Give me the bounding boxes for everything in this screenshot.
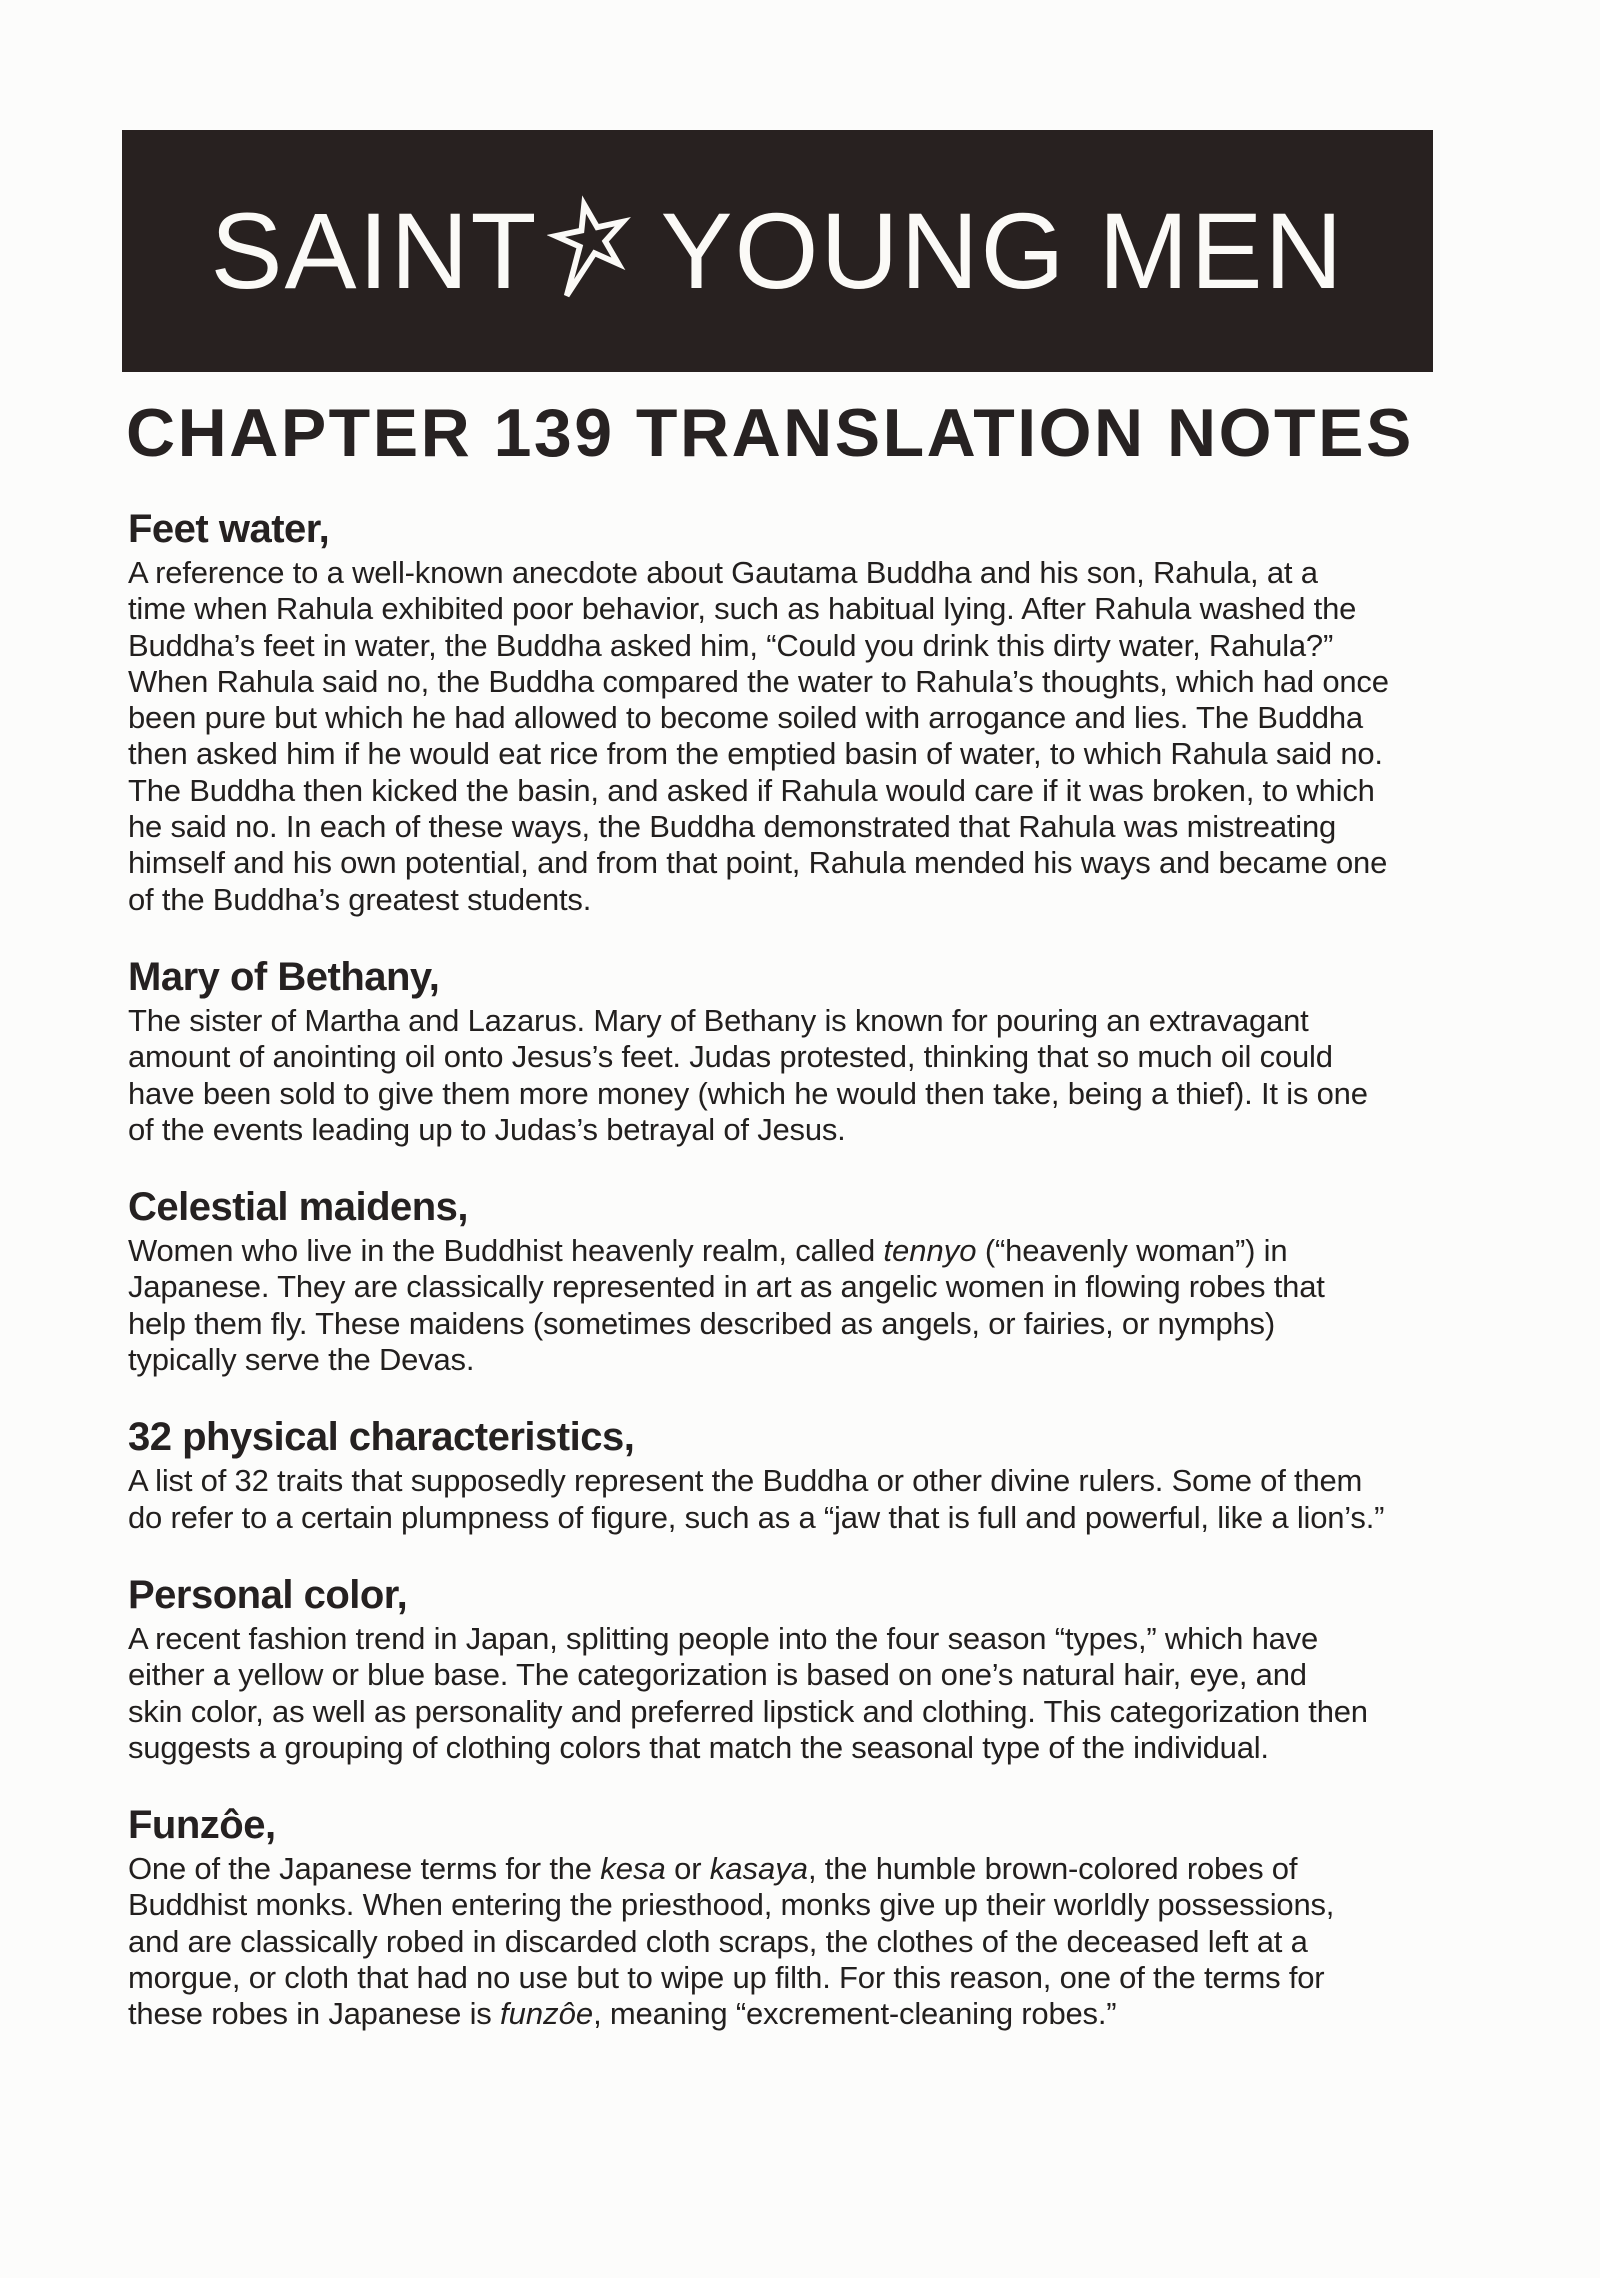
text-line <box>128 773 1528 809</box>
note-section <box>128 1803 1528 2032</box>
text-line <box>128 1621 1528 1657</box>
text-segment: help them fly. These maidens (sometimes described as angels, or fairies, or nymphs) <box>128 1305 1275 1341</box>
text-segment: suggests a grouping of clothing colors that match the seasonal type of the individual. <box>128 1729 1269 1765</box>
page-title: CHAPTER 139 TRANSLATION NOTES <box>126 395 1414 471</box>
text-segment: morgue, or cloth that had no use but to wipe up filth. For this reason, one of the terms for <box>128 1960 1325 1996</box>
text-line <box>128 809 1528 845</box>
text-line <box>128 1306 1528 1342</box>
text-line <box>128 555 1528 591</box>
text-line <box>128 1269 1528 1305</box>
text-line <box>128 1996 1528 2032</box>
text-line <box>128 1887 1528 1923</box>
section-heading: Mary of Bethany, <box>128 954 440 999</box>
text-segment: (“heavenly woman”) in <box>976 1233 1288 1269</box>
text-segment: Women who live in the Buddhist heavenly realm, called <box>128 1233 884 1269</box>
text-segment: Buddha’s feet in water, the Buddha asked him, “Could you drink this dirty water, Rahula?” <box>128 627 1334 663</box>
text-line <box>128 700 1528 736</box>
note-section <box>128 954 1528 1148</box>
text-segment: of the Buddha’s greatest students. <box>128 881 592 917</box>
text-segment: A recent fashion trend in Japan, splitting people into the four season “types,” which have <box>128 1620 1319 1656</box>
italic-term: kesa <box>600 1851 666 1887</box>
text-segment: been pure but which he had allowed to become soiled with arrogance and lies. The Buddha <box>128 700 1363 736</box>
text-segment: he said no. In each of these ways, the Buddha demonstrated that Rahula was mistreating <box>128 809 1337 845</box>
notes-content <box>128 507 1528 2033</box>
note-section <box>128 1185 1528 1378</box>
text-segment: have been sold to give them more money (which he would then take, being a thief). It is one <box>128 1075 1368 1111</box>
text-line <box>128 1500 1528 1536</box>
text-segment: then asked him if he would eat rice from the emptied basin of water, to which Rahula said no. <box>128 736 1383 772</box>
text-line <box>128 1003 1528 1039</box>
text-line <box>128 1694 1528 1730</box>
text-segment: amount of anointing oil onto Jesus’s feet. Judas protested, thinking that so much oil could <box>128 1039 1333 1075</box>
text-line <box>128 1233 1528 1269</box>
text-segment: time when Rahula exhibited poor behavior, such as habitual lying. After Rahula washed the <box>128 591 1357 627</box>
text-line <box>128 1851 1528 1887</box>
text-segment: do refer to a certain plumpness of figure, such as a “jaw that is full and powerful, like a lion’s.” <box>128 1499 1385 1535</box>
section-heading: Funzôe, <box>128 1803 276 1848</box>
text-line <box>128 1039 1528 1075</box>
text-line <box>128 1076 1528 1112</box>
text-line <box>128 845 1528 881</box>
italic-term: tennyo <box>883 1233 977 1269</box>
logo-text-left: SAINT <box>210 190 539 311</box>
note-section <box>128 1415 1528 1536</box>
note-section <box>128 507 1528 918</box>
logo-banner <box>122 130 1433 372</box>
text-line <box>128 1112 1528 1148</box>
text-line <box>128 591 1528 627</box>
star-icon <box>547 186 655 335</box>
section-heading: Personal color, <box>128 1572 408 1617</box>
text-segment: , meaning “excrement-cleaning robes.” <box>593 1996 1117 2032</box>
text-line <box>128 736 1528 772</box>
text-line <box>128 1924 1528 1960</box>
text-line <box>128 882 1528 918</box>
text-segment: When Rahula said no, the Buddha compared the water to Rahula’s thoughts, which had once <box>128 663 1389 699</box>
text-segment: Japanese. They are classically represented in art as angelic women in flowing robes that <box>128 1269 1325 1305</box>
text-segment: of the events leading up to Judas’s betrayal of Jesus. <box>128 1111 846 1147</box>
text-segment: The Buddha then kicked the basin, and asked if Rahula would care if it was broken, to which <box>128 772 1375 808</box>
text-segment: and are classically robed in discarded cloth scraps, the clothes of the deceased left at a <box>128 1923 1308 1959</box>
text-segment: these robes in Japanese is <box>128 1996 501 2032</box>
note-section <box>128 1572 1528 1766</box>
text-segment: himself and his own potential, and from that point, Rahula mended his ways and became one <box>128 845 1388 881</box>
text-line <box>128 1657 1528 1693</box>
text-segment: , the humble brown-colored robes of <box>807 1851 1298 1887</box>
logo-text-right: YOUNG MEN <box>660 190 1345 311</box>
text-line <box>128 1730 1528 1766</box>
text-segment: A list of 32 traits that supposedly represent the Buddha or other divine rulers. Some of them <box>128 1463 1363 1499</box>
text-segment: or <box>665 1851 710 1887</box>
text-line <box>128 1960 1528 1996</box>
section-heading: 32 physical characteristics, <box>128 1415 635 1460</box>
italic-term: kasaya <box>709 1851 808 1887</box>
text-segment: The sister of Martha and Lazarus. Mary of Bethany is known for pouring an extravagant <box>128 1002 1309 1038</box>
text-line <box>128 1463 1528 1499</box>
text-segment: A reference to a well-known anecdote about Gautama Buddha and his son, Rahula, at a <box>128 555 1318 590</box>
text-line <box>128 664 1528 700</box>
text-segment: typically serve the Devas. <box>128 1342 475 1378</box>
text-line <box>128 628 1528 664</box>
text-segment: One of the Japanese terms for the <box>128 1851 601 1887</box>
text-segment: either a yellow or blue base. The categorization is based on one’s natural hair, eye, and <box>128 1657 1307 1693</box>
section-heading: Feet water, <box>128 507 330 551</box>
series-logo <box>210 168 1344 335</box>
italic-term: funzôe <box>500 1996 594 2032</box>
text-segment: skin color, as well as personality and preferred lipstick and clothing. This categorization then <box>128 1693 1368 1729</box>
sections <box>128 507 1528 2033</box>
text-line <box>128 1342 1528 1378</box>
section-heading: Celestial maidens, <box>128 1185 469 1230</box>
text-segment: Buddhist monks. When entering the priesthood, monks give up their worldly possessions, <box>128 1887 1335 1923</box>
